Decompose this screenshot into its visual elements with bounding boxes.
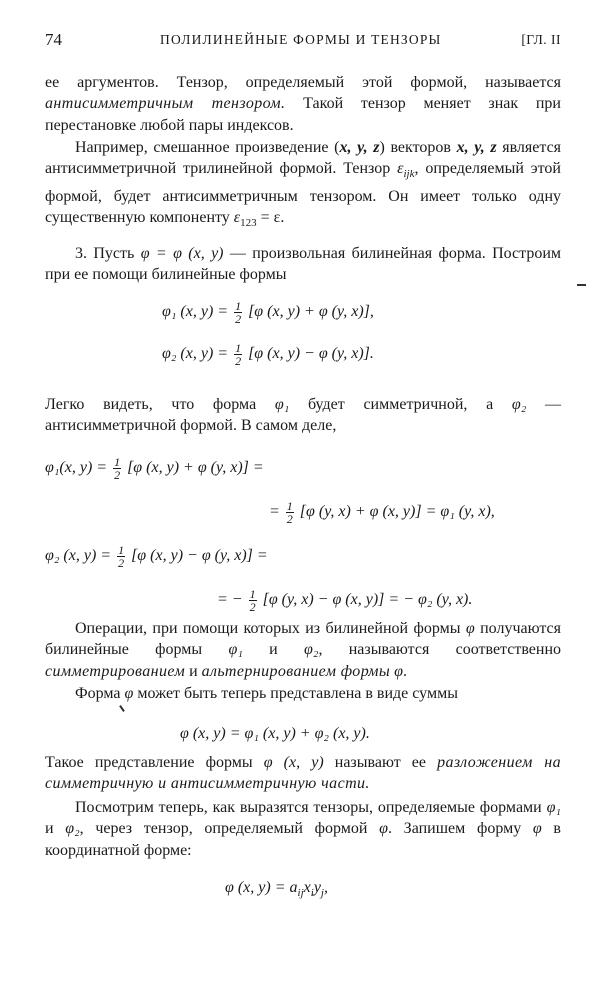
equation-line: φ₁(x, y) = $\frac{1}{2}$ [φ (x, y) + φ (y, x)] = xyxy=(45,455,264,482)
text-run: может быть теперь представлена в виде суммы xyxy=(133,685,458,702)
page-number: 74 xyxy=(45,30,62,49)
page-header xyxy=(45,30,561,52)
text-run: Форма xyxy=(75,685,125,702)
math-inline: φ = φ (x, y) xyxy=(140,245,224,262)
text-run: получаются билинейные формы xyxy=(45,620,561,659)
equation-block-3 xyxy=(45,713,561,753)
equation-line: φ (x, y) = φ₁ (x, y) + φ₂ (x, y). xyxy=(180,725,370,742)
text-run: Легко видеть, что форма xyxy=(45,396,275,413)
text-run: Такой тензор меняет знак при перестановке любой пары индексов. xyxy=(45,95,561,134)
fraction: $\frac{1}{2}$ xyxy=(286,499,293,526)
paragraph-2 xyxy=(45,137,561,235)
running-title: ПОЛИЛИНЕЙНЫЕ ФОРМЫ И ТЕНЗОРЫ xyxy=(160,32,442,47)
math-symbol: φ xyxy=(532,820,542,838)
math-inline: φ (x, y) xyxy=(263,754,324,771)
text-run: в координатной форме: xyxy=(45,820,561,859)
math-vectors: x, y, z xyxy=(456,139,497,156)
text-run: . Запишем форму xyxy=(388,820,533,838)
emphasis-term: антисимметричным тензором. xyxy=(45,95,286,113)
text-run: , определяемый этой формой, будет антисимметричным тензором. Он имеет только одну существенную компоненту xyxy=(45,160,561,227)
math-symbol: φ xyxy=(390,662,404,680)
print-mark xyxy=(577,284,586,286)
text-run: ее аргументов. Тензор, определяемый этой формой, называется xyxy=(45,74,561,91)
math-symbol: φ₂ xyxy=(511,396,527,413)
fraction: $\frac{1}{2}$ xyxy=(235,341,242,368)
equation-block-2 xyxy=(45,444,561,634)
equation-line: φ (x, $y) = a_{ij}x_iy_j$, xyxy=(225,879,328,900)
math-symbol: φ₁ xyxy=(228,641,243,659)
text-run: ) векторов xyxy=(379,139,457,156)
text-run: Посмотрим теперь, как выразятся тензоры, определяемые формами xyxy=(75,799,547,816)
text-run: Такое представление формы xyxy=(45,754,264,771)
equation-block-1 xyxy=(45,290,561,380)
text-run: будет симметричной, а xyxy=(289,396,512,413)
fraction: $\frac{1}{2}$ xyxy=(118,543,125,570)
paragraph-3 xyxy=(45,243,561,286)
math-subscript: 123 xyxy=(240,217,257,230)
emphasis-term: альтернированием формы xyxy=(201,662,391,680)
paragraph-4 xyxy=(45,394,561,437)
chapter-label: [ГЛ. II xyxy=(521,32,561,47)
text-run: и xyxy=(45,820,66,838)
paragraph-8 xyxy=(45,797,561,861)
math-symbol: φ₂ xyxy=(65,820,80,838)
text-run: и xyxy=(242,641,305,659)
math-symbol: ε xyxy=(233,209,241,227)
text-run: = ε. xyxy=(256,209,285,227)
paragraph-7 xyxy=(45,752,561,795)
equation-line: = $\frac{1}{2}$ [φ (y, x) + φ (x, y)] = φ₁ (y, x), xyxy=(269,499,495,526)
emphasis-term: разложением на симметричную и антисимметричную части. xyxy=(45,754,562,793)
math-symbol: φ₁ xyxy=(546,799,561,816)
math-symbol: φ₂ xyxy=(304,641,319,659)
math-subscript: ijk xyxy=(403,168,415,181)
math-symbol: ε xyxy=(397,160,404,178)
equation-line: φ₂ (x, y) = $\frac{1}{2}$ [φ (x, y) − φ (y, x)] = xyxy=(45,543,268,570)
text-run: — произвольная билинейная форма. Построим при ее помощи билинейные формы xyxy=(45,245,562,284)
math-symbol: φ xyxy=(379,820,388,838)
text-run: называют ее xyxy=(323,754,438,771)
paragraph-1 xyxy=(45,72,561,136)
equation-line: φ₁ (x, y) = $\frac{1}{2}$ [φ (x, y) + φ (y, x)], xyxy=(162,299,374,326)
math-symbol: φ₁ xyxy=(274,396,290,413)
text-run: является антисимметричной трилинейной формой. Тензор xyxy=(45,139,562,178)
text-run: Операции, при помощи которых из билинейной формы xyxy=(75,620,466,637)
text-run: , называются соответственно xyxy=(318,641,562,659)
math-vectors: x, y, z xyxy=(339,139,380,156)
paragraph-6 xyxy=(45,683,561,704)
fraction: $\frac{1}{2}$ xyxy=(235,299,242,326)
equation-line: φ₂ (x, y) = $\frac{1}{2}$ [φ (x, y) − φ (y, x)]. xyxy=(162,341,374,368)
text-run: и xyxy=(185,662,202,680)
emphasis-term: симметрированием xyxy=(45,662,186,680)
text-run: — антисимметричной формой. В самом деле, xyxy=(45,396,562,435)
print-mark xyxy=(119,705,125,712)
text-run: 3. Пусть xyxy=(75,245,141,262)
text-run: Например, смешанное произведение ( xyxy=(75,139,340,156)
fraction: $\frac{1}{2}$ xyxy=(249,587,256,614)
fraction: $\frac{1}{2}$ xyxy=(114,455,121,482)
math-symbol: φ xyxy=(124,685,134,702)
text-run: . xyxy=(403,662,408,680)
text-run: , через тензор, определяемый формой xyxy=(79,820,380,838)
math-symbol: φ xyxy=(465,620,475,637)
equation-block-4 xyxy=(45,867,561,907)
equation-line: = − $\frac{1}{2}$ [φ (y, x) − φ (x, y)] = − φ₂ (y, x). xyxy=(217,587,473,614)
paragraph-5 xyxy=(45,618,561,682)
